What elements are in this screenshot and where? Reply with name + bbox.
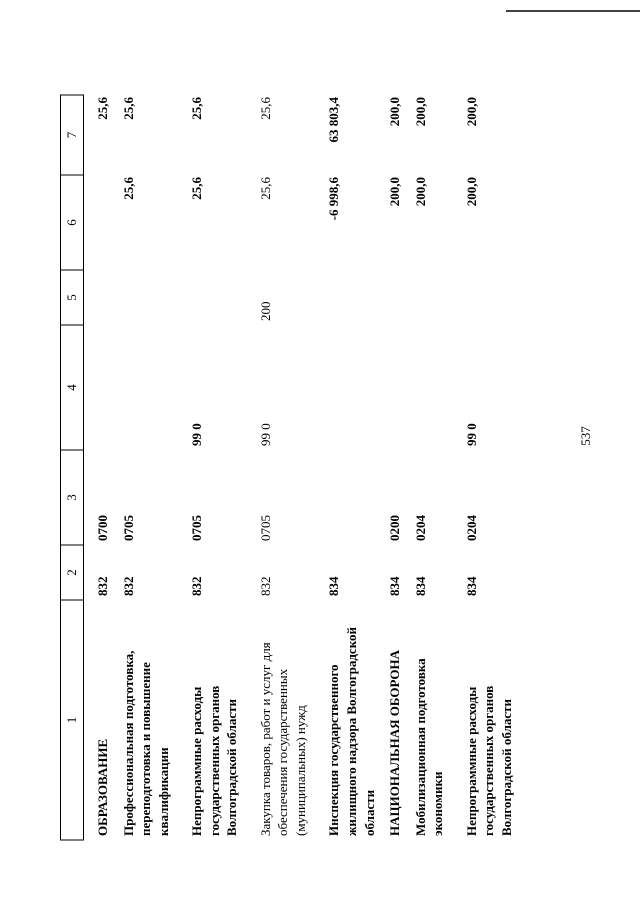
- row-target: 99 0: [463, 423, 479, 446]
- row-type: [311, 270, 380, 325]
- row-type: [114, 270, 175, 325]
- row-target: [84, 325, 114, 450]
- table-row: [406, 95, 449, 840]
- row-amount-change: 25,6: [120, 177, 136, 200]
- row-name: Непрограммные расходы государственных органов Волгоградской области: [189, 685, 240, 836]
- row-name: ОБРАЗОВАНИЕ: [95, 738, 110, 836]
- row-amount-total: 25,6: [95, 97, 110, 120]
- row-amount-change: 200,0: [412, 177, 428, 207]
- row-type: [449, 270, 518, 325]
- row-name: Мобилизационная подготовка экономики: [412, 658, 446, 836]
- row-section: 0705: [189, 515, 205, 541]
- row-type: [380, 270, 406, 325]
- row-amount-total: 25,6: [189, 97, 205, 120]
- row-section: 0204: [463, 515, 479, 541]
- top-rule: [506, 10, 640, 12]
- row-target: 99 0: [257, 423, 273, 446]
- row-target: [380, 325, 406, 450]
- table-row: [380, 95, 406, 840]
- row-name: НАЦИОНАЛЬНАЯ ОБОРОНА: [387, 650, 403, 836]
- header-cell: 6: [61, 175, 84, 270]
- row-amount-change: [84, 175, 114, 270]
- row-amount-change: 25,6: [189, 177, 205, 200]
- header-cell: 1: [61, 600, 84, 840]
- table-row: [449, 95, 518, 840]
- row-amount-change: 200,0: [463, 177, 479, 207]
- row-code: 832: [257, 576, 273, 596]
- row-amount-change: 200,0: [387, 177, 403, 207]
- row-target: [406, 325, 449, 450]
- row-name: Профессиональная подготовка, переподготовка и повышение квалификации: [120, 650, 171, 836]
- row-section: 0700: [95, 515, 110, 541]
- row-code: 834: [326, 576, 342, 596]
- row-amount-total: 63 803,4: [326, 97, 342, 143]
- row-target: 99 0: [189, 423, 205, 446]
- page-number: 537: [578, 426, 593, 446]
- row-code: 832: [120, 576, 136, 596]
- table-row: [311, 95, 380, 840]
- table-row: [243, 95, 312, 840]
- header-cell: 7: [61, 95, 84, 175]
- header-row: [61, 95, 84, 840]
- row-amount-total: 25,6: [257, 97, 273, 120]
- header-cell: 3: [61, 450, 84, 545]
- row-section: 0705: [257, 515, 273, 541]
- row-section: 0200: [387, 515, 403, 541]
- row-code: 834: [463, 576, 479, 596]
- table-row: [174, 95, 243, 840]
- row-code: 834: [412, 576, 428, 596]
- row-target: [114, 325, 175, 450]
- budget-table: [60, 95, 517, 841]
- row-type: 200: [257, 301, 273, 321]
- row-amount-total: 200,0: [463, 97, 479, 127]
- row-code: 832: [95, 576, 110, 596]
- row-section: [311, 450, 380, 545]
- row-section: 0705: [120, 515, 136, 541]
- row-name: Закупка товаров, работ и услуг для обеспечения государственных (муниципальных) нужд: [257, 642, 308, 836]
- row-amount-total: 200,0: [412, 97, 428, 127]
- row-type: [174, 270, 243, 325]
- table-row: [84, 95, 114, 840]
- row-target: [311, 325, 380, 450]
- row-amount-change: -6 998,6: [326, 177, 342, 221]
- header-cell: 5: [61, 270, 84, 325]
- header-cell: 2: [61, 545, 84, 600]
- row-section: 0204: [412, 515, 428, 541]
- row-amount-change: 25,6: [257, 177, 273, 200]
- row-name: Инспекция государственного жилищного надзора Волгоградской области: [326, 626, 377, 836]
- row-amount-total: 200,0: [387, 97, 403, 127]
- header-cell: 4: [61, 325, 84, 450]
- row-code: 834: [387, 576, 403, 596]
- table-row: [114, 95, 175, 840]
- budget-table-sheet: [60, 96, 580, 841]
- row-code: 832: [189, 576, 205, 596]
- row-type: [406, 270, 449, 325]
- row-amount-total: 25,6: [120, 97, 136, 120]
- row-name: Непрограммные расходы государственных органов Волгоградской области: [463, 685, 514, 836]
- row-type: [84, 270, 114, 325]
